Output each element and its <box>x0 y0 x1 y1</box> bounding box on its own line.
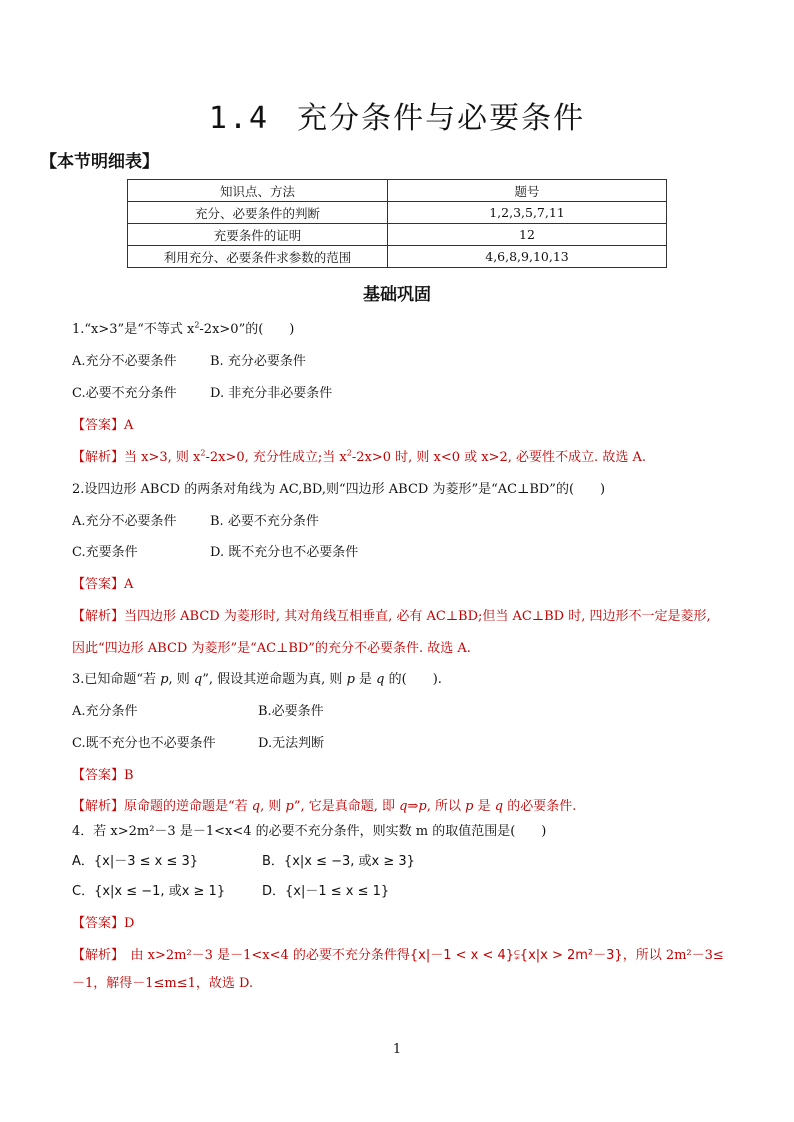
section-title-basic: 基础巩固 <box>363 285 431 305</box>
var-p: p <box>285 799 294 814</box>
answer-label: 【答案】 <box>72 916 125 931</box>
table-cell: 利用充分、必要条件求参数的范围 <box>128 246 388 268</box>
analysis-text: 由 x>2m²－3 是－1<x<4 的必要不充分条件得 <box>117 948 410 963</box>
analysis-text: 的必要条件. <box>503 799 577 814</box>
q2-option-a: A.充分不必要条件 <box>72 514 177 529</box>
var-p: p <box>418 799 427 814</box>
q1-stem-part: -2x>0”的( ) <box>199 322 295 337</box>
page-number: 1 <box>392 1042 402 1057</box>
page-title <box>0 93 794 137</box>
q1-analysis <box>72 446 646 465</box>
superscript: 2 <box>194 320 200 330</box>
analysis-text: 原命题的逆命题是“若 <box>124 799 252 814</box>
title-text: 充分条件与必要条件 <box>297 101 586 136</box>
analysis-label: 【解析】 <box>72 799 125 814</box>
q3-stem-part: 的( ). <box>384 672 442 687</box>
q2-answer <box>72 573 133 592</box>
var-p: p <box>346 672 355 687</box>
table-row <box>128 224 667 246</box>
analysis-text: ”, 它是真命题, 即 <box>293 799 400 814</box>
analysis-text: -2x>0 时, 则 x<0 或 x>2, 必要性不成立. 故选 A. <box>351 450 646 465</box>
q2-option-c: C.充要条件 <box>72 545 138 560</box>
q4-option-c: C．{x|x ≤ −1, 或x ≥ 1} <box>72 884 226 899</box>
q4-option-a: A．{x|－3 ≤ x ≤ 3} <box>72 854 199 869</box>
q3-option-a: A.充分条件 <box>72 704 138 719</box>
q2-option-d: D. 既不充分也不必要条件 <box>210 545 359 560</box>
q3-stem-part: 是 <box>354 672 377 687</box>
question-4-stem: 4．若 x>2m²－3 是－1<x<4 的必要不充分条件，则实数 m 的取值范围是( ) <box>72 824 547 839</box>
question-1-stem <box>72 318 294 337</box>
q2-analysis-line2: 因此“四边形 ABCD 为菱形”是“AC⊥BD”的充分不必要条件. 故选 A. <box>72 641 471 656</box>
q4-analysis-line2: －1，解得－1≤m≤1，故选 D. <box>72 976 254 991</box>
q3-analysis <box>72 795 576 814</box>
implies-symbol: ⇒ <box>407 799 419 814</box>
q3-stem-part: , 则 <box>168 672 194 687</box>
detail-table <box>127 179 667 268</box>
table-header-row <box>128 180 667 202</box>
var-q: q <box>399 799 408 814</box>
q1-answer <box>72 414 133 433</box>
table-row <box>128 246 667 268</box>
answer-label: 【答案】 <box>72 768 125 783</box>
table-cell: 12 <box>388 224 667 246</box>
math-set: {x|x > 2m²－3} <box>519 948 623 963</box>
answer-value: D <box>124 916 135 931</box>
table-cell: 4,6,8,9,10,13 <box>388 246 667 268</box>
q1-stem-part: 1.“x>3”是“不等式 x <box>72 322 195 337</box>
answer-value: A <box>124 418 134 433</box>
analysis-text: -2x>0, 充分性成立;当 x <box>205 450 347 465</box>
answer-label: 【答案】 <box>72 577 125 592</box>
analysis-label: 【解析】 <box>72 450 125 465</box>
q3-option-c: C.既不充分也不必要条件 <box>72 736 216 751</box>
q3-answer <box>72 764 134 783</box>
analysis-text: , 所以 <box>426 799 466 814</box>
q2-analysis-line1 <box>72 605 711 624</box>
var-q: q <box>376 672 385 687</box>
analysis-label: 【解析】 <box>72 948 118 963</box>
q1-option-b: B. 充分必要条件 <box>210 354 306 369</box>
var-p: p <box>160 672 169 687</box>
q1-option-d: D. 非充分非必要条件 <box>210 386 333 401</box>
analysis-text: 当 x>3, 则 x <box>124 450 201 465</box>
q3-option-d: D.无法判断 <box>258 736 325 751</box>
table-cell: 充要条件的证明 <box>128 224 388 246</box>
math-set: {x|－1 < x < 4} <box>409 948 515 963</box>
superscript: 2 <box>200 448 206 458</box>
answer-value: A <box>124 577 134 592</box>
q1-option-c: C.必要不充分条件 <box>72 386 177 401</box>
table-row <box>128 202 667 224</box>
question-3-stem <box>72 668 442 687</box>
analysis-text: ，所以 2m²－3≤ <box>622 948 724 963</box>
subset-symbol: ⫋ <box>514 948 520 963</box>
q3-stem-part: 3.已知命题“若 <box>72 672 161 687</box>
q1-option-a: A.充分不必要条件 <box>72 354 177 369</box>
answer-value: B <box>124 768 134 783</box>
analysis-label: 【解析】 <box>72 609 125 624</box>
analysis-text: , 则 <box>260 799 286 814</box>
var-q: q <box>251 799 261 814</box>
title-number: 1.4 <box>208 101 270 136</box>
answer-label: 【答案】 <box>72 418 125 433</box>
table-header-numbers: 题号 <box>388 180 667 202</box>
table-cell: 充分、必要条件的判断 <box>128 202 388 224</box>
section-label-detail-table: 【本节明细表】 <box>40 152 159 172</box>
table-header-topic: 知识点、方法 <box>128 180 388 202</box>
var-q: q <box>193 672 203 687</box>
q3-option-b: B.必要条件 <box>258 704 324 719</box>
q4-answer <box>72 912 134 931</box>
superscript: 2 <box>346 448 352 458</box>
q4-option-d: D．{x|－1 ≤ x ≤ 1} <box>262 884 390 899</box>
var-q: q <box>494 799 504 814</box>
var-p: p <box>465 799 474 814</box>
table-cell: 1,2,3,5,7,11 <box>388 202 667 224</box>
q4-option-b: B．{x|x ≤ −3, 或x ≥ 3} <box>262 854 415 869</box>
q2-option-b: B. 必要不充分条件 <box>210 514 319 529</box>
q3-stem-part: ”, 假设其逆命题为真, 则 <box>202 672 347 687</box>
q4-analysis-line1 <box>72 944 724 963</box>
analysis-text: 当四边形 ABCD 为菱形时, 其对角线互相垂直, 必有 AC⊥BD;但当 AC⊥BD 时, 四边形不一定是菱形, <box>124 609 711 624</box>
analysis-text: 是 <box>473 799 495 814</box>
question-2-stem: 2.设四边形 ABCD 的两条对角线为 AC,BD,则“四边形 ABCD 为菱形”是“AC⊥BD”的( ) <box>72 482 606 497</box>
